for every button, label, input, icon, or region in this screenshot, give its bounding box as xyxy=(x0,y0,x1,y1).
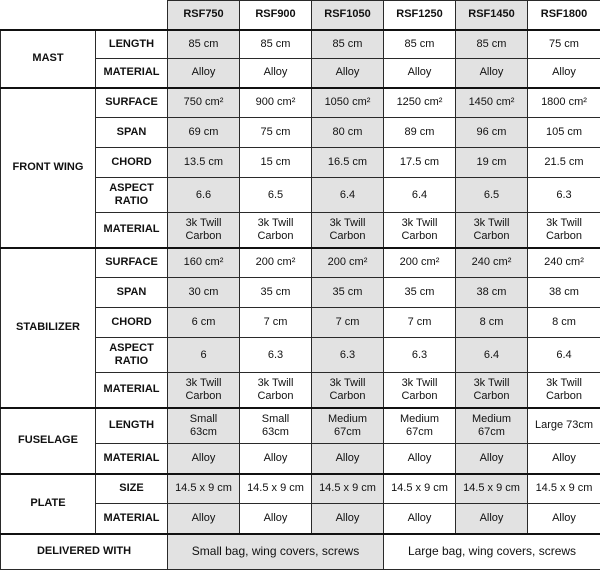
value-cell: 6.3 xyxy=(240,338,312,373)
value-cell: 14.5 x 9 cm xyxy=(456,474,528,504)
value-cell: 21.5 cm xyxy=(528,148,600,178)
cell-line: 3k Twill xyxy=(170,377,237,390)
cell-line: Carbon xyxy=(314,390,381,403)
value-cell: 6 xyxy=(168,338,240,373)
value-cell: 1050 cm² xyxy=(312,88,384,118)
value-cell: 6.4 xyxy=(384,178,456,213)
cell-line: Large 73cm xyxy=(530,419,598,432)
value-cell xyxy=(168,408,240,444)
value-cell: 6.6 xyxy=(168,178,240,213)
table-row xyxy=(1,248,600,278)
value-cell: Alloy xyxy=(384,504,456,534)
value-cell: 13.5 cm xyxy=(168,148,240,178)
cell-line: RATIO xyxy=(98,195,165,208)
cell-line: ASPECT xyxy=(98,342,165,355)
cell-line: 3k Twill xyxy=(242,217,309,230)
value-cell: 6 cm xyxy=(168,308,240,338)
value-cell: 14.5 x 9 cm xyxy=(312,474,384,504)
value-cell xyxy=(528,213,600,248)
value-cell: 85 cm xyxy=(456,30,528,59)
value-cell: Alloy xyxy=(240,59,312,88)
value-cell: 85 cm xyxy=(312,30,384,59)
delivered-with-row xyxy=(1,534,600,570)
value-cell: 75 cm xyxy=(528,30,600,59)
delivered-large-set: Large bag, wing covers, screws xyxy=(384,534,600,570)
value-cell: 6.3 xyxy=(384,338,456,373)
value-cell: 1800 cm² xyxy=(528,88,600,118)
group-label-mast: MAST xyxy=(1,30,96,88)
cell-line: 3k Twill xyxy=(458,377,525,390)
value-cell xyxy=(240,213,312,248)
cell-line: Carbon xyxy=(386,390,453,403)
value-cell: 8 cm xyxy=(456,308,528,338)
row-label-aspect-ratio xyxy=(96,338,168,373)
value-cell: 6.5 xyxy=(240,178,312,213)
value-cell: 240 cm² xyxy=(456,248,528,278)
value-cell: 85 cm xyxy=(384,30,456,59)
row-label-size: SIZE xyxy=(96,474,168,504)
value-cell: Alloy xyxy=(384,59,456,88)
cell-line: 3k Twill xyxy=(242,377,309,390)
value-cell: 35 cm xyxy=(312,278,384,308)
value-cell: 15 cm xyxy=(240,148,312,178)
table-row xyxy=(1,408,600,444)
row-label-material: MATERIAL xyxy=(96,444,168,474)
value-cell: 96 cm xyxy=(456,118,528,148)
value-cell: 89 cm xyxy=(384,118,456,148)
row-label-length: LENGTH xyxy=(96,408,168,444)
value-cell: 6.3 xyxy=(528,178,600,213)
model-header: RSF1050 xyxy=(312,1,384,30)
value-cell xyxy=(240,408,312,444)
value-cell xyxy=(456,373,528,408)
value-cell xyxy=(528,373,600,408)
value-cell: 750 cm² xyxy=(168,88,240,118)
value-cell: Alloy xyxy=(240,504,312,534)
group-label-fuselage: FUSELAGE xyxy=(1,408,96,474)
value-cell: 38 cm xyxy=(528,278,600,308)
cell-line: Small xyxy=(242,413,309,426)
value-cell: 14.5 x 9 cm xyxy=(528,474,600,504)
cell-line: 67cm xyxy=(458,426,525,439)
cell-line: Carbon xyxy=(242,230,309,243)
value-cell: 240 cm² xyxy=(528,248,600,278)
value-cell xyxy=(528,408,600,444)
table-row xyxy=(1,30,600,59)
model-header: RSF900 xyxy=(240,1,312,30)
value-cell: Alloy xyxy=(528,444,600,474)
value-cell xyxy=(384,408,456,444)
value-cell: Alloy xyxy=(240,444,312,474)
model-header: RSF1250 xyxy=(384,1,456,30)
value-cell: Alloy xyxy=(168,59,240,88)
cell-line: Carbon xyxy=(242,390,309,403)
value-cell: 7 cm xyxy=(240,308,312,338)
value-cell: 80 cm xyxy=(312,118,384,148)
value-cell: 6.4 xyxy=(312,178,384,213)
value-cell: 35 cm xyxy=(240,278,312,308)
value-cell: Alloy xyxy=(312,59,384,88)
value-cell xyxy=(168,373,240,408)
row-label-surface: SURFACE xyxy=(96,248,168,278)
value-cell: 6.4 xyxy=(456,338,528,373)
value-cell: 14.5 x 9 cm xyxy=(240,474,312,504)
value-cell: Alloy xyxy=(312,504,384,534)
row-label-material: MATERIAL xyxy=(96,373,168,408)
value-cell: 35 cm xyxy=(384,278,456,308)
table-row xyxy=(1,88,600,118)
value-cell: 30 cm xyxy=(168,278,240,308)
cell-line: 3k Twill xyxy=(314,377,381,390)
value-cell xyxy=(384,213,456,248)
group-label-stabilizer: STABILIZER xyxy=(1,248,96,408)
cell-line: Carbon xyxy=(458,230,525,243)
cell-line: RATIO xyxy=(98,355,165,368)
group-label-front-wing: FRONT WING xyxy=(1,88,96,248)
cell-line: 3k Twill xyxy=(458,217,525,230)
row-label-span: SPAN xyxy=(96,278,168,308)
value-cell: 85 cm xyxy=(240,30,312,59)
value-cell: 105 cm xyxy=(528,118,600,148)
value-cell: 200 cm² xyxy=(384,248,456,278)
value-cell: 16.5 cm xyxy=(312,148,384,178)
row-label-material: MATERIAL xyxy=(96,213,168,248)
cell-line: 3k Twill xyxy=(530,217,598,230)
value-cell: 8 cm xyxy=(528,308,600,338)
cell-line: 67cm xyxy=(386,426,453,439)
row-label-chord: CHORD xyxy=(96,148,168,178)
value-cell: 1450 cm² xyxy=(456,88,528,118)
value-cell: Alloy xyxy=(456,444,528,474)
cell-line: 63cm xyxy=(242,426,309,439)
value-cell: Alloy xyxy=(456,504,528,534)
value-cell xyxy=(312,213,384,248)
cell-line: Carbon xyxy=(314,230,381,243)
value-cell: 7 cm xyxy=(312,308,384,338)
cell-line: 3k Twill xyxy=(386,217,453,230)
cell-line: 3k Twill xyxy=(386,377,453,390)
value-cell: 14.5 x 9 cm xyxy=(168,474,240,504)
value-cell: Alloy xyxy=(456,59,528,88)
cell-line: Carbon xyxy=(458,390,525,403)
value-cell: Alloy xyxy=(168,444,240,474)
value-cell: 85 cm xyxy=(168,30,240,59)
value-cell: 900 cm² xyxy=(240,88,312,118)
value-cell: 200 cm² xyxy=(240,248,312,278)
cell-line: 63cm xyxy=(170,426,237,439)
value-cell: 7 cm xyxy=(384,308,456,338)
value-cell: 38 cm xyxy=(456,278,528,308)
value-cell xyxy=(312,373,384,408)
cell-line: Carbon xyxy=(530,230,598,243)
cell-line: Carbon xyxy=(170,390,237,403)
model-header: RSF1450 xyxy=(456,1,528,30)
cell-line: Medium xyxy=(458,413,525,426)
value-cell: Alloy xyxy=(384,444,456,474)
value-cell xyxy=(168,213,240,248)
group-label-plate: PLATE xyxy=(1,474,96,534)
cell-line: Medium xyxy=(386,413,453,426)
value-cell: 69 cm xyxy=(168,118,240,148)
value-cell xyxy=(384,373,456,408)
cell-line: ASPECT xyxy=(98,182,165,195)
value-cell: 1250 cm² xyxy=(384,88,456,118)
header-row xyxy=(1,1,600,30)
value-cell xyxy=(312,408,384,444)
row-label-surface: SURFACE xyxy=(96,88,168,118)
cell-line: 67cm xyxy=(314,426,381,439)
value-cell: 200 cm² xyxy=(312,248,384,278)
value-cell: 19 cm xyxy=(456,148,528,178)
value-cell: 17.5 cm xyxy=(384,148,456,178)
value-cell: Alloy xyxy=(528,59,600,88)
row-label-material: MATERIAL xyxy=(96,504,168,534)
cell-line: Small xyxy=(170,413,237,426)
delivered-with-label: DELIVERED WITH xyxy=(1,534,168,570)
table-row xyxy=(1,474,600,504)
row-label-aspect-ratio xyxy=(96,178,168,213)
value-cell: 14.5 x 9 cm xyxy=(384,474,456,504)
value-cell: Alloy xyxy=(312,444,384,474)
cell-line: 3k Twill xyxy=(170,217,237,230)
cell-line: Carbon xyxy=(170,230,237,243)
value-cell: 160 cm² xyxy=(168,248,240,278)
cell-line: 3k Twill xyxy=(314,217,381,230)
row-label-material: MATERIAL xyxy=(96,59,168,88)
row-label-span: SPAN xyxy=(96,118,168,148)
row-label-chord: CHORD xyxy=(96,308,168,338)
value-cell xyxy=(240,373,312,408)
value-cell: 6.3 xyxy=(312,338,384,373)
cell-line: Carbon xyxy=(386,230,453,243)
value-cell xyxy=(456,408,528,444)
row-label-length: LENGTH xyxy=(96,30,168,59)
header-blank xyxy=(1,1,168,30)
value-cell xyxy=(456,213,528,248)
delivered-small-set: Small bag, wing covers, screws xyxy=(168,534,384,570)
value-cell: Alloy xyxy=(528,504,600,534)
model-header: RSF750 xyxy=(168,1,240,30)
value-cell: Alloy xyxy=(168,504,240,534)
value-cell: 75 cm xyxy=(240,118,312,148)
cell-line: 3k Twill xyxy=(530,377,598,390)
model-header: RSF1800 xyxy=(528,1,600,30)
cell-line: Medium xyxy=(314,413,381,426)
value-cell: 6.4 xyxy=(528,338,600,373)
cell-line: Carbon xyxy=(530,390,598,403)
value-cell: 6.5 xyxy=(456,178,528,213)
